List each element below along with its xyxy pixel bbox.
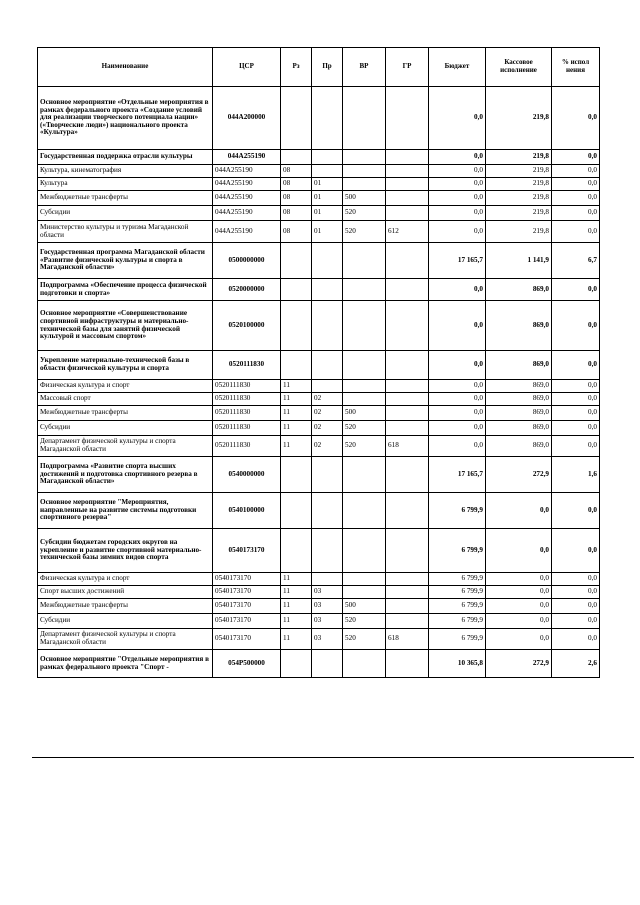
cell-cash: 0,0 xyxy=(486,573,552,586)
cell-name: Физическая культура и спорт xyxy=(38,380,213,393)
cell-pct: 0,0 xyxy=(552,301,600,351)
cell-pr xyxy=(312,87,343,150)
cell-budget: 0,0 xyxy=(429,165,486,178)
cell-vr xyxy=(343,351,386,380)
cell-budget: 0,0 xyxy=(429,178,486,191)
cell-gr xyxy=(386,493,429,529)
cell-pr: 02 xyxy=(312,421,343,436)
cell-name: Спорт высших достижений xyxy=(38,586,213,599)
cell-vr xyxy=(343,87,386,150)
table-row xyxy=(38,614,600,629)
cell-cash: 869,0 xyxy=(486,393,552,406)
cell-gr xyxy=(386,206,429,221)
cell-csr: 0520111830 xyxy=(213,380,281,393)
cell-rz xyxy=(281,243,312,279)
cell-rz xyxy=(281,87,312,150)
cell-gr xyxy=(386,393,429,406)
cell-csr: 0520111830 xyxy=(213,351,281,380)
table-row xyxy=(38,380,600,393)
cell-budget: 0,0 xyxy=(429,87,486,150)
cell-pr: 01 xyxy=(312,221,343,243)
cell-vr: 500 xyxy=(343,406,386,421)
cell-pr xyxy=(312,493,343,529)
cell-csr: 0540173170 xyxy=(213,614,281,629)
cell-pr xyxy=(312,165,343,178)
table-row xyxy=(38,178,600,191)
cell-pr: 03 xyxy=(312,614,343,629)
cell-rz: 11 xyxy=(281,406,312,421)
cell-csr: 0540000000 xyxy=(213,457,281,493)
cell-csr: 044A255190 xyxy=(213,206,281,221)
cell-pct: 0,0 xyxy=(552,436,600,457)
cell-name: Субсидии xyxy=(38,614,213,629)
cell-cash: 219,8 xyxy=(486,178,552,191)
cell-vr: 520 xyxy=(343,206,386,221)
cell-rz xyxy=(281,150,312,165)
cell-csr: 0540173170 xyxy=(213,629,281,650)
header-vr: ВР xyxy=(343,48,386,87)
cell-rz: 11 xyxy=(281,393,312,406)
cell-rz: 11 xyxy=(281,599,312,614)
cell-vr xyxy=(343,243,386,279)
cell-csr: 044A255190 xyxy=(213,150,281,165)
cell-vr xyxy=(343,301,386,351)
cell-cash: 0,0 xyxy=(486,629,552,650)
cell-pct: 0,0 xyxy=(552,150,600,165)
cell-rz: 08 xyxy=(281,165,312,178)
cell-pr xyxy=(312,243,343,279)
cell-pct: 0,0 xyxy=(552,393,600,406)
cell-gr xyxy=(386,150,429,165)
cell-budget: 0,0 xyxy=(429,436,486,457)
cell-vr xyxy=(343,150,386,165)
cell-vr: 520 xyxy=(343,421,386,436)
cell-csr: 0540173170 xyxy=(213,573,281,586)
cell-cash: 219,8 xyxy=(486,206,552,221)
cell-pr: 01 xyxy=(312,206,343,221)
table-row xyxy=(38,301,600,351)
cell-rz: 08 xyxy=(281,191,312,206)
cell-gr xyxy=(386,191,429,206)
cell-gr xyxy=(386,421,429,436)
cell-name: Государственная программа Магаданской области «Развитие физической культуры и спорта в Магаданской области» xyxy=(38,243,213,279)
cell-gr: 612 xyxy=(386,221,429,243)
cell-vr xyxy=(343,393,386,406)
cell-budget: 6 799,9 xyxy=(429,493,486,529)
cell-gr xyxy=(386,301,429,351)
table-row xyxy=(38,206,600,221)
table-row xyxy=(38,243,600,279)
cell-csr: 0520111830 xyxy=(213,436,281,457)
cell-pr: 03 xyxy=(312,599,343,614)
cell-pct: 0,0 xyxy=(552,586,600,599)
cell-vr: 520 xyxy=(343,629,386,650)
cell-budget: 0,0 xyxy=(429,221,486,243)
table-row xyxy=(38,393,600,406)
cell-pr xyxy=(312,650,343,678)
cell-name: Основное мероприятие "Мероприятия, направленные на развитие системы подготовки спортивного резерва" xyxy=(38,493,213,529)
cell-cash: 0,0 xyxy=(486,599,552,614)
cell-cash: 869,0 xyxy=(486,301,552,351)
cell-pct: 0,0 xyxy=(552,573,600,586)
table-row xyxy=(38,629,600,650)
cell-csr: 0540173170 xyxy=(213,599,281,614)
cell-pr: 02 xyxy=(312,436,343,457)
cell-cash: 869,0 xyxy=(486,279,552,301)
header-cash-execution: Кассовое исполнение xyxy=(486,48,552,87)
cell-gr xyxy=(386,573,429,586)
cell-cash: 219,8 xyxy=(486,165,552,178)
cell-vr: 500 xyxy=(343,191,386,206)
cell-budget: 0,0 xyxy=(429,150,486,165)
cell-csr: 044A200000 xyxy=(213,87,281,150)
cell-pct: 0,0 xyxy=(552,206,600,221)
table-row xyxy=(38,279,600,301)
cell-name: Физическая культура и спорт xyxy=(38,573,213,586)
table-row xyxy=(38,436,600,457)
cell-gr xyxy=(386,380,429,393)
cell-budget: 6 799,9 xyxy=(429,614,486,629)
cell-pr xyxy=(312,529,343,573)
cell-budget: 10 365,8 xyxy=(429,650,486,678)
cell-cash: 869,0 xyxy=(486,351,552,380)
cell-pct: 2,6 xyxy=(552,650,600,678)
cell-pr xyxy=(312,457,343,493)
cell-rz xyxy=(281,351,312,380)
cell-csr: 054P500000 xyxy=(213,650,281,678)
cell-vr xyxy=(343,380,386,393)
cell-rz: 11 xyxy=(281,436,312,457)
cell-cash: 219,8 xyxy=(486,87,552,150)
budget-execution-table xyxy=(37,47,600,678)
cell-vr xyxy=(343,457,386,493)
cell-budget: 6 799,9 xyxy=(429,629,486,650)
cell-pct: 0,0 xyxy=(552,421,600,436)
cell-vr xyxy=(343,165,386,178)
cell-rz xyxy=(281,529,312,573)
cell-name: Культура xyxy=(38,178,213,191)
cell-gr xyxy=(386,178,429,191)
cell-name: Основное мероприятие "Отдельные мероприятия в рамках федерального проекта "Спорт - xyxy=(38,650,213,678)
cell-pr: 03 xyxy=(312,586,343,599)
cell-budget: 0,0 xyxy=(429,191,486,206)
cell-vr: 520 xyxy=(343,436,386,457)
cell-rz: 11 xyxy=(281,629,312,650)
cell-rz: 11 xyxy=(281,421,312,436)
cell-vr: 520 xyxy=(343,614,386,629)
cell-gr: 618 xyxy=(386,629,429,650)
cell-budget: 0,0 xyxy=(429,421,486,436)
cell-vr xyxy=(343,573,386,586)
cell-rz: 11 xyxy=(281,380,312,393)
header-pr: Пр xyxy=(312,48,343,87)
cell-vr xyxy=(343,279,386,301)
cell-csr: 0520111830 xyxy=(213,421,281,436)
table-body xyxy=(38,87,600,678)
cell-csr: 044A255190 xyxy=(213,178,281,191)
cell-gr xyxy=(386,614,429,629)
cell-csr: 044A255190 xyxy=(213,191,281,206)
cell-pr: 02 xyxy=(312,406,343,421)
table-row xyxy=(38,650,600,678)
table-row xyxy=(38,573,600,586)
cell-rz xyxy=(281,301,312,351)
table-row xyxy=(38,165,600,178)
cell-pct: 1,6 xyxy=(552,457,600,493)
cell-rz: 08 xyxy=(281,206,312,221)
table-row xyxy=(38,529,600,573)
cell-cash: 219,8 xyxy=(486,150,552,165)
cell-gr xyxy=(386,586,429,599)
cell-pr: 02 xyxy=(312,393,343,406)
cell-pr xyxy=(312,150,343,165)
cell-name: Межбюджетные трансферты xyxy=(38,191,213,206)
cell-name: Субсидии бюджетам городских округов на укрепление и развитие спортивной материально-технической базы зимних видов спорта xyxy=(38,529,213,573)
cell-gr xyxy=(386,243,429,279)
cell-csr: 0540173170 xyxy=(213,529,281,573)
cell-budget: 0,0 xyxy=(429,279,486,301)
cell-budget: 0,0 xyxy=(429,380,486,393)
cell-pr xyxy=(312,301,343,351)
cell-cash: 869,0 xyxy=(486,436,552,457)
cell-vr: 520 xyxy=(343,221,386,243)
table-row xyxy=(38,493,600,529)
cell-vr xyxy=(343,586,386,599)
cell-cash: 1 141,9 xyxy=(486,243,552,279)
cell-csr: 044A255190 xyxy=(213,165,281,178)
table-row xyxy=(38,191,600,206)
cell-gr xyxy=(386,599,429,614)
cell-pct: 0,0 xyxy=(552,614,600,629)
cell-gr xyxy=(386,406,429,421)
cell-csr: 044A255190 xyxy=(213,221,281,243)
cell-pct: 0,0 xyxy=(552,406,600,421)
cell-name: Подпрограмма «Обеспечение процесса физической подготовки и спорта» xyxy=(38,279,213,301)
table-row xyxy=(38,221,600,243)
cell-rz: 08 xyxy=(281,221,312,243)
page-bottom-rule xyxy=(32,757,634,758)
cell-pr xyxy=(312,380,343,393)
cell-vr xyxy=(343,493,386,529)
cell-pct: 0,0 xyxy=(552,178,600,191)
cell-name: Министерство культуры и туризма Магаданской области xyxy=(38,221,213,243)
header-csr: ЦСР xyxy=(213,48,281,87)
cell-budget: 6 799,9 xyxy=(429,529,486,573)
cell-pct: 6,7 xyxy=(552,243,600,279)
cell-pct: 0,0 xyxy=(552,221,600,243)
cell-name: Основное мероприятие «Совершенствование спортивной инфраструктуры и материально-технической базы для занятий физической культурой и массовым спортом» xyxy=(38,301,213,351)
cell-pct: 0,0 xyxy=(552,165,600,178)
cell-budget: 0,0 xyxy=(429,351,486,380)
cell-pct: 0,0 xyxy=(552,629,600,650)
cell-pr: 01 xyxy=(312,191,343,206)
cell-csr: 0520111830 xyxy=(213,393,281,406)
cell-cash: 0,0 xyxy=(486,614,552,629)
table-row xyxy=(38,87,600,150)
cell-pct: 0,0 xyxy=(552,493,600,529)
table-row xyxy=(38,599,600,614)
cell-csr: 0520100000 xyxy=(213,301,281,351)
cell-gr xyxy=(386,650,429,678)
cell-budget: 17 165,7 xyxy=(429,457,486,493)
table-row xyxy=(38,150,600,165)
cell-pr xyxy=(312,351,343,380)
header-gr: ГР xyxy=(386,48,429,87)
cell-gr xyxy=(386,279,429,301)
cell-vr xyxy=(343,529,386,573)
cell-rz xyxy=(281,457,312,493)
cell-cash: 0,0 xyxy=(486,586,552,599)
cell-name: Укрепление материально-технической базы в области физической культуры и спорта xyxy=(38,351,213,380)
cell-gr xyxy=(386,87,429,150)
cell-gr xyxy=(386,457,429,493)
cell-rz: 11 xyxy=(281,614,312,629)
cell-cash: 869,0 xyxy=(486,380,552,393)
header-rz: Рз xyxy=(281,48,312,87)
cell-cash: 0,0 xyxy=(486,529,552,573)
cell-budget: 6 799,9 xyxy=(429,586,486,599)
cell-name: Подпрограмма «Развитие спорта высших достижений и подготовка спортивного резерва в Магаданской области» xyxy=(38,457,213,493)
cell-name: Департамент физической культуры и спорта Магаданской области xyxy=(38,436,213,457)
cell-csr: 0540173170 xyxy=(213,586,281,599)
cell-pr xyxy=(312,279,343,301)
cell-budget: 0,0 xyxy=(429,393,486,406)
cell-csr: 0520111830 xyxy=(213,406,281,421)
cell-pct: 0,0 xyxy=(552,351,600,380)
cell-gr xyxy=(386,351,429,380)
table-header-row xyxy=(38,48,600,87)
cell-csr: 0540100000 xyxy=(213,493,281,529)
table-row xyxy=(38,351,600,380)
cell-cash: 219,8 xyxy=(486,191,552,206)
cell-name: Государственная поддержка отрасли культуры xyxy=(38,150,213,165)
cell-pr: 03 xyxy=(312,629,343,650)
cell-budget: 6 799,9 xyxy=(429,599,486,614)
cell-csr: 0500000000 xyxy=(213,243,281,279)
cell-pct: 0,0 xyxy=(552,87,600,150)
cell-pct: 0,0 xyxy=(552,191,600,206)
cell-name: Межбюджетные трансферты xyxy=(38,406,213,421)
table-row xyxy=(38,421,600,436)
cell-name: Субсидии xyxy=(38,206,213,221)
cell-gr xyxy=(386,529,429,573)
cell-name: Межбюджетные трансферты xyxy=(38,599,213,614)
cell-cash: 869,0 xyxy=(486,421,552,436)
table-row xyxy=(38,586,600,599)
header-name: Наименование xyxy=(38,48,213,87)
cell-rz xyxy=(281,493,312,529)
cell-pct: 0,0 xyxy=(552,529,600,573)
cell-name: Культура, кинематография xyxy=(38,165,213,178)
cell-name: Основное мероприятие «Отдельные мероприятия в рамках федерального проекта «Создание условий для реализации творческого потенциала нации» («Творческие люди») национального проекта «Культура» xyxy=(38,87,213,150)
cell-gr: 618 xyxy=(386,436,429,457)
header-budget: Бюджет xyxy=(429,48,486,87)
cell-budget: 0,0 xyxy=(429,206,486,221)
cell-gr xyxy=(386,165,429,178)
cell-cash: 0,0 xyxy=(486,493,552,529)
cell-cash: 869,0 xyxy=(486,406,552,421)
cell-name: Субсидии xyxy=(38,421,213,436)
cell-cash: 219,8 xyxy=(486,221,552,243)
cell-budget: 0,0 xyxy=(429,406,486,421)
cell-pr xyxy=(312,573,343,586)
cell-rz: 08 xyxy=(281,178,312,191)
cell-rz: 11 xyxy=(281,573,312,586)
cell-vr: 500 xyxy=(343,599,386,614)
header-percent-execution: % испол нения xyxy=(552,48,600,87)
cell-cash: 272,9 xyxy=(486,650,552,678)
table-row xyxy=(38,457,600,493)
cell-csr: 0520000000 xyxy=(213,279,281,301)
cell-budget: 6 799,9 xyxy=(429,573,486,586)
cell-name: Массовый спорт xyxy=(38,393,213,406)
cell-rz xyxy=(281,650,312,678)
cell-pct: 0,0 xyxy=(552,279,600,301)
cell-pr: 01 xyxy=(312,178,343,191)
table-row xyxy=(38,406,600,421)
cell-cash: 272,9 xyxy=(486,457,552,493)
cell-pct: 0,0 xyxy=(552,599,600,614)
cell-budget: 0,0 xyxy=(429,301,486,351)
cell-budget: 17 165,7 xyxy=(429,243,486,279)
cell-vr xyxy=(343,650,386,678)
cell-pct: 0,0 xyxy=(552,380,600,393)
cell-vr xyxy=(343,178,386,191)
cell-rz: 11 xyxy=(281,586,312,599)
cell-rz xyxy=(281,279,312,301)
cell-name: Департамент физической культуры и спорта Магаданской области xyxy=(38,629,213,650)
